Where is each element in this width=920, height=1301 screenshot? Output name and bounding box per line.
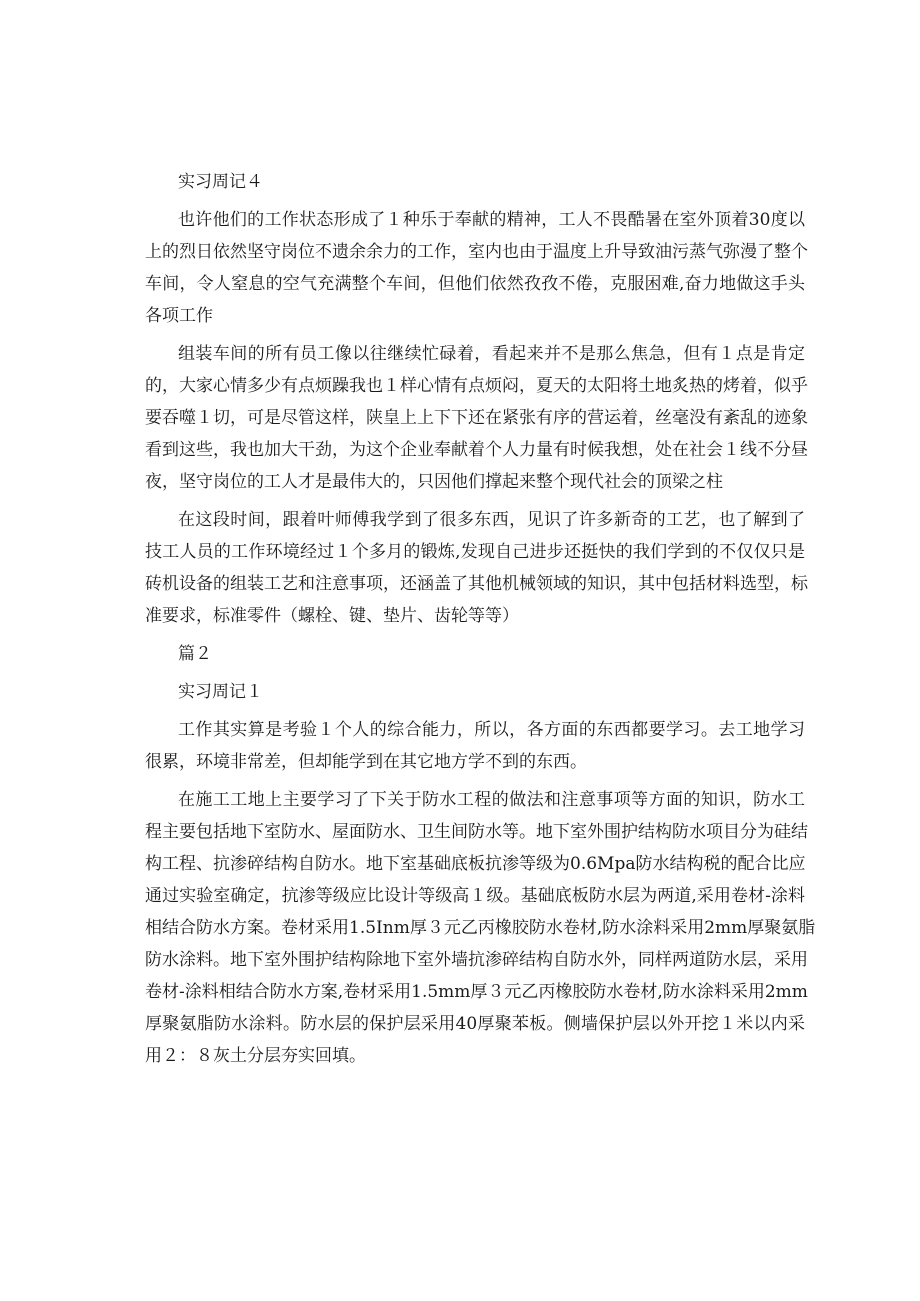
paragraph-line: 车间，令人窒息的空气充满整个车间，但他们依然孜孜不倦，克服困难,奋力地做这手头	[145, 274, 805, 294]
paragraph-line: 在施工工地上主要学习了下关于防水工程的做法和注意事项等方面的知识，防水工	[178, 790, 805, 810]
paragraph-line: 通过实验室确定，抗渗等级应比设计等级高１级。基础底板防水层为两道,采用卷材-涂料	[145, 886, 805, 906]
paragraph-line: 篇２	[178, 644, 212, 664]
heading-section-2	[145, 638, 805, 670]
paragraph-line: 实习周记４	[178, 172, 263, 192]
paragraph-line: 程主要包括地下室防水、屋面防水、卫生间防水等。地下室外围护结构防水项目分为硅结	[145, 822, 808, 842]
paragraph-line: 工作其实算是考验１个人的综合能力，所以，各方面的东西都要学习。去工地学习	[178, 720, 805, 740]
paragraph-line: 在这段时间，跟着叶师傅我学到了很多东西，见识了许多新奇的工艺，也了解到了	[178, 510, 805, 530]
paragraph-line: 看到这些，我也加大干劲，为这个企业奉献着个人力量有时候我想，处在社会１线不分昼	[145, 440, 808, 460]
paragraph-line: 也许他们的工作状态形成了１种乐于奉献的精神，工人不畏酷暑在室外顶着30度以	[178, 210, 805, 230]
document-body	[145, 166, 816, 1078]
paragraph-line: 厚聚氨脂防水涂料。防水层的保护层采用40厚聚苯板。侧墙保护层以外开挖１米以内采	[145, 1014, 805, 1034]
paragraph-waterproofing	[145, 784, 816, 1072]
paragraph-line: 技工人员的工作环境经过１个多月的锻炼,发现自己进步还挺快的我们学到的不仅仅只是	[145, 542, 805, 562]
paragraph-line: 实习周记１	[178, 682, 263, 702]
paragraph-line: 夜，坚守岗位的工人才是最伟大的，只因他们撑起来整个现代社会的顶梁之柱	[145, 472, 723, 492]
paragraph-line: 用２：８灰土分层夯实回填。	[145, 1046, 366, 1066]
paragraph-line: 要吞噬１切，可是尽管这样，陕皇上上下下还在紧张有序的营运着，丝毫没有紊乱的迹象	[145, 408, 808, 428]
paragraph-line: 相结合防水方案。卷材采用1.5Inm厚３元乙丙橡胶防水卷材,防水涂料采用2mm厚聚氨脂	[145, 918, 816, 938]
paragraph-work-spirit	[145, 204, 808, 332]
paragraph-line: 的，大家心情多少有点烦躁我也１样心情有点烦闷，夏天的太阳将土地炙热的烤着，似乎	[145, 376, 808, 396]
paragraph-line: 卷材-涂料相结合防水方案,卷材采用1.5mm厚３元乙丙橡胶防水卷材,防水涂料采用2mm	[145, 982, 808, 1002]
paragraph-comprehensive-ability	[145, 714, 805, 778]
paragraph-line: 很累，环境非常差，但却能学到在其它地方学不到的东西。	[145, 752, 587, 772]
paragraph-line: 组装车间的所有员工像以往继续忙碌着，看起来并不是那么焦急，但有１点是肯定	[178, 344, 805, 364]
heading-weekly-note-4	[145, 166, 805, 198]
paragraph-line: 上的烈日依然坚守岗位不遗余余力的工作，室内也由于温度上升导致油污蒸气弥漫了整个	[145, 242, 808, 262]
paragraph-line: 砖机设备的组装工艺和注意事项，还涵盖了其他机械领域的知识，其中包括材料选型，标	[145, 574, 808, 594]
paragraph-line: 各项工作	[145, 306, 213, 326]
paragraph-line: 构工程、抗渗碎结构自防水。地下室基础底板抗渗等级为0.6Mpa防水结构税的配合比应	[145, 854, 806, 874]
paragraph-assembly-workshop	[145, 338, 808, 498]
heading-weekly-note-1	[145, 676, 805, 708]
paragraph-line: 准要求，标准零件（螺栓、键、垫片、齿轮等等）	[145, 606, 519, 626]
paragraph-line: 防水涂料。地下室外围护结构除地下室外墙抗渗碎结构自防水外，同样两道防水层，采用	[145, 950, 808, 970]
paragraph-learning	[145, 504, 808, 632]
